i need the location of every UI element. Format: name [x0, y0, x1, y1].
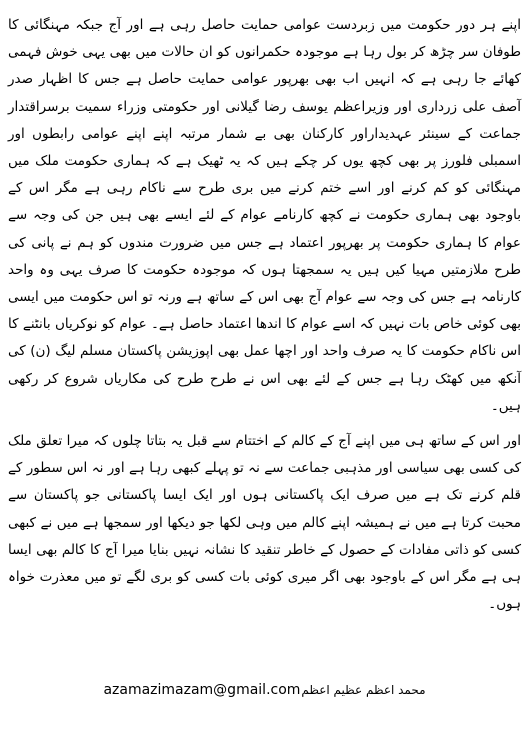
author-name: محمد اعظم عظیم اعظم — [301, 683, 426, 697]
article-body — [8, 12, 521, 618]
author-email: azamazimazam@gmail.com — [103, 682, 301, 698]
article-paragraph-1: اپنے ہر دور حکومت میں زبردست عوامی حمایت حاصل رہی ہے اور آج جبکہ مہنگائی کا طوفان سر چڑھ کر بول رہا ہے موجودہ حکمرانوں کو ان حالات میں بھی یہی خوش فہمی کھائے جا رہی ہے کہ انہیں اب بھی بھرپور عوامی حمایت حاصل ہے جس کا اظہار صدر آصف علی زرداری اور وزیراعظم یوسف رضا گیلانی اور حکومتی وزراء سمیت برسراقتدار جماعت کے سینئر عہدیداراور کارکنان بھی بے شمار مرتبہ اپنے اپنے عوامی رابطوں اور اسمبلی فلورز پر بھی کچھ یوں کر چکے ہیں کہ یہ ٹھیک ہے کہ ہماری حکومت ملک میں مہنگائی کو کم کرنے اور اسے ختم کرنے میں بری طرح سے ناکام رہی ہے مگر اس کے باوجود بھی ہماری حکومت نے کچھ کارنامے عوام کے لئے ایسے بھی ہیں جن کی وجہ سے عوام کا ہماری حکومت پر بھرپور اعتماد ہے جس میں ضرورت مندوں کو ہم نے پانی کی طرح ملازمتیں مہیا کیں ہیں یہ سمجھتا ہوں کہ موجودہ حکومت کا صرف یہی وہ واحد کارنامہ ہے جس کی وجہ سے عوام آج بھی اس کے ساتھ ہے ورنہ تو اس حکومت میں ایسی بھی کوئی خاص بات نہیں کہ اسے عوام کا اندھا اعتماد حاصل ہے۔ عوام کو نوکریاں بانٹنے کا اس ناکام حکومت کا یہ صرف واحد اور اچھا عمل بھی اپوزیشن پاکستان مسلم لیگ (ن) کی آنکھ میں کھٹک رہا ہے جس کے لئے بھی اس نے طرح طرح کی مکاریاں شروع کر رکھی ہیں۔ — [8, 17, 521, 414]
article-paragraph-2: اور اس کے ساتھ ہی میں اپنے آج کے کالم کے اختتام سے قبل یہ بتاتا چلوں کہ میرا تعلق ملک کی کسی بھی سیاسی اور مذہبی جماعت سے نہ تو پہلے کبھی رہا ہے اور نہ اس سطور کے قلم کرنے تک ہے میں صرف ایک پاکستانی ہوں اور ایک ایسا پاکستانی جو پاکستان سے محبت کرتا ہے میں نے ہمیشہ اپنے کالم میں وہی لکھا جو دیکھا اور سمجھا ہے میں نے کبھی کسی کو ذاتی مفادات کے حصول کے خاطر تنقید کا نشانہ نہیں بنایا میرا آج کا کالم بھی ایسا ہی ہے مگر اس کے باوجود بھی اگر میری کوئی بات کسی کو بری لگے تو میں معذرت خواہ ہوں۔ — [8, 433, 521, 613]
author-signature — [0, 679, 529, 698]
